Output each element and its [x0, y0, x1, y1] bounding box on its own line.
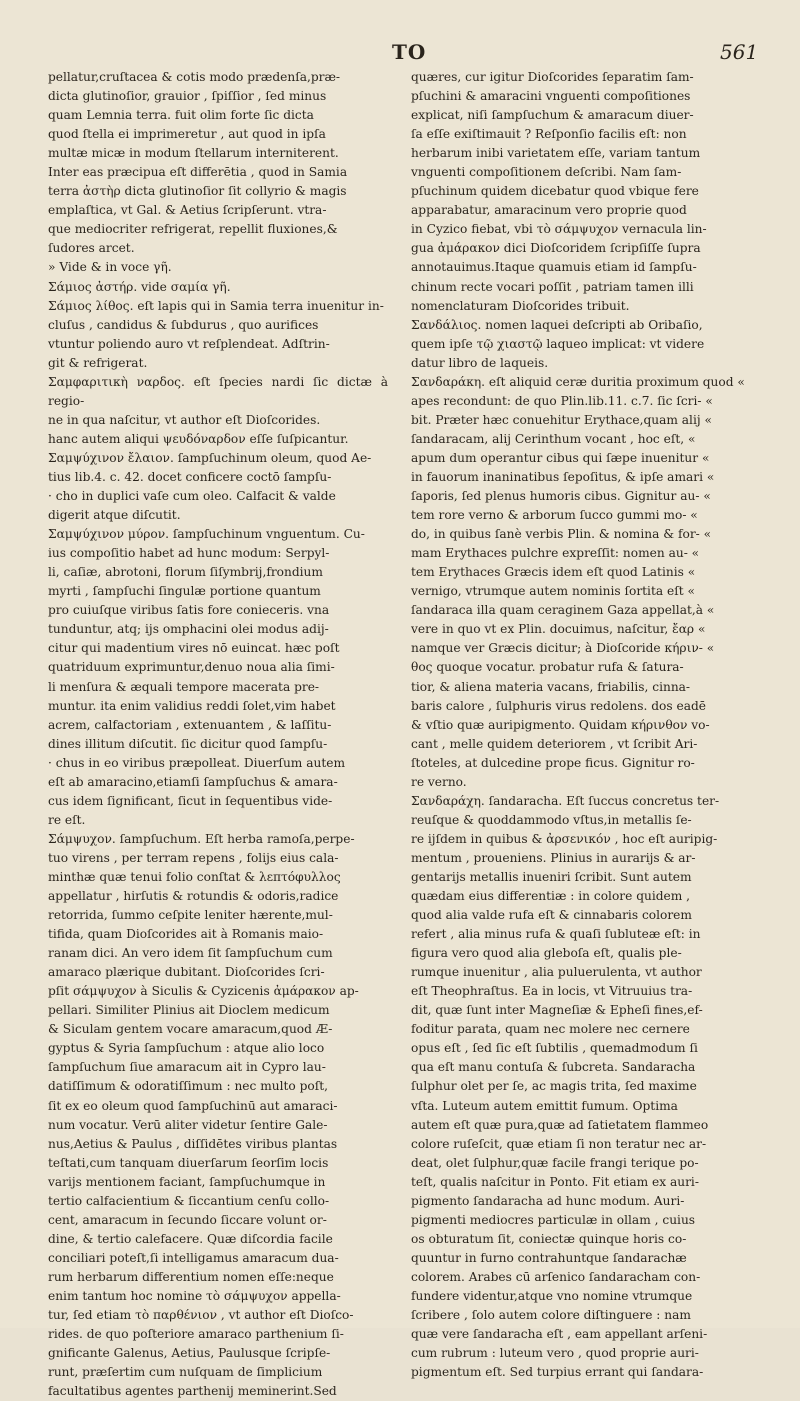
text-line: vtuntur poliendo auro vt reſplendeat. Adſtrin-: [48, 336, 330, 351]
text-line: vernigo, vtrumque autem nominis ſortita eſt «: [411, 584, 695, 599]
text-line: ſandaracam, alij Cerinthum vocant , hoc eſt, «: [411, 431, 696, 446]
text-line: pellatur,cruſtacea & cotis modo prædenſa,præ-: [48, 70, 341, 84]
text-line: gnificante Galenus, Aetius, Paulusque ſcripſe-: [48, 1346, 331, 1361]
text-line: Inter eas præcipua eſt differētia , quod in Samia: [48, 165, 348, 180]
text-line: quæres, cur igitur Dioſcorides ſeparatim ſam-: [411, 70, 694, 84]
text-line: namque ver Græcis dicitur; à Dioſcoride κήριν- «: [411, 641, 715, 656]
text-line: ſcribere , ſolo autem colore diſtinguere : nam: [411, 1308, 691, 1323]
text-line: quam Lemnia terra. fuit olim forte ſic dicta: [48, 108, 314, 123]
text-line: Σανδάλιος. nomen laquei deſcripti ab Oribaſio,: [411, 317, 703, 332]
text-line: enim tantum hoc nomine τὸ σάμψυχον appella-: [48, 1289, 341, 1303]
text-line: & Siculam gentem vocare amaracum,quod Æ-: [48, 1022, 333, 1037]
left-column: [48, 68, 388, 1401]
text-line: hanc autem aliqui ψευδόναρδον eſſe ſuſpicantur.: [48, 431, 349, 446]
text-line: apum dum operantur cibus qui ſæpe inuenitur «: [411, 450, 710, 465]
text-line: appellatur , hirſutis & rotundis & odoris,radice: [48, 889, 339, 904]
text-line: varijs mentionem faciant, ſampſuchumque in: [48, 1174, 326, 1189]
text-line: dicta glutinoſior, grauior , ſpiſſior , ſed minus: [48, 89, 327, 104]
text-line: reuſque & quoddammodo vſtus,in metallis ſe-: [411, 812, 692, 827]
text-line: terra ἀστὴρ dicta glutinoſior ſit collyrio & magis: [48, 184, 347, 199]
text-line: cum rubrum : luteum vero , quod proprie auri-: [411, 1346, 699, 1361]
text-line: Σανδαράχη. ſandaracha. Eſt ſuccus concretus ter-: [411, 793, 720, 808]
text-line: · chus in eo viribus præpolleat. Diuerſum autem: [48, 755, 346, 770]
text-line: apes recondunt: de quo Plin.lib.11. c.7. ſic ſcri- «: [411, 393, 713, 408]
text-line: opus eſt , ſed ſic eſt ſubtilis , quemadmodum ſi: [411, 1041, 698, 1056]
text-line: autem eſt quæ pura,quæ ad ſatietatem flammeo: [411, 1117, 709, 1132]
text-line: runt, præſertim cum nuſquam de ſimplicium: [48, 1365, 323, 1380]
right-column: [411, 68, 751, 1382]
running-header: [0, 40, 800, 64]
text-line: pſuchini & amaracini vnguenti compoſitiones: [411, 89, 691, 104]
text-line: num vocatur. Verū aliter videtur ſentire Gale-: [48, 1117, 328, 1132]
text-line: cent, amaracum in ſecundo ſiccare volunt or-: [48, 1212, 327, 1227]
text-line: eſt ab amaracino,etiamſi ſampſuchus & amara-: [48, 774, 338, 789]
text-line: tunduntur, atq; ijs omphacini olei modus adij-: [48, 622, 329, 637]
text-line: · cho in duplici vaſe cum oleo. Calfacit & valde: [48, 489, 336, 504]
text-line: pigmento ſandaracha ad hunc modum. Auri-: [411, 1193, 685, 1208]
text-line: vnguenti compoſitionem deſcribi. Nam ſam-: [411, 165, 682, 180]
text-line: quædam eius differentiæ : in colore quidem ,: [411, 889, 691, 904]
text-line: teſtati,cum tanquam diuerſarum ſeorſim locis: [48, 1155, 329, 1170]
text-line: baris calore , ſulphuris virus redolens. dos eadē: [411, 698, 707, 713]
text-line: quod alia valde rufa eſt & cinnabaris colorem: [411, 908, 692, 923]
text-line: acrem, calfactoriam , extenuantem , & laſſitu-: [48, 717, 332, 732]
text-line: re ijſdem in quibus & ἀρσενικόν , hoc eſt auripig-: [411, 831, 718, 846]
text-line: ne in qua naſcitur, vt author eſt Dioſcorides.: [48, 412, 321, 427]
text-line: cus idem ſignificant, ſicut in ſequentibus vide-: [48, 793, 333, 808]
text-line: ſit ex eo oleum quod ſampſuchinū aut amaraci-: [48, 1098, 338, 1113]
text-line: myrti , ſampſuchi ſingulæ portione quantum: [48, 584, 321, 599]
text-line: li, caſiæ, abrotoni, florum ſiſymbrij,frondium: [48, 565, 323, 580]
text-line: Σανδαράκη. eſt aliquid ceræ duritia proximum quod «: [411, 374, 745, 389]
text-line: rides. de quo poſteriore amaraco parthenium ſi-: [48, 1327, 344, 1342]
text-line: multæ micæ in modum ſtellarum interniterent.: [48, 146, 339, 161]
text-line: tifida, quam Dioſcorides ait à Romanis maio-: [48, 927, 324, 942]
text-line: foditur parata, quam nec molere nec cernere: [411, 1022, 690, 1037]
text-line: quatriduum exprimuntur,denuo noua alia ſimi-: [48, 660, 335, 675]
text-line: Σάμψυχον. ſampſuchum. Eſt herba ramoſa,perpe-: [48, 831, 355, 846]
text-line: muntur. ita enim validius reddi ſolet,vim habet: [48, 698, 336, 713]
text-line: tur, ſed etiam τὸ παρθένιον , vt author eſt Dioſco-: [48, 1308, 354, 1323]
text-line: retorrida, ſummo ceſpite leniter hærente,mul-: [48, 908, 333, 923]
text-line: » Vide & in voce γῆ.: [48, 260, 172, 275]
text-line: colorem. Arabes cū arſenico ſandaracham con-: [411, 1269, 701, 1284]
text-line: ſampſuchum ſiue amaracum ait in Cypro lau-: [48, 1060, 326, 1075]
text-line: quod ſtella ei imprimeretur , aut quod in ipſa: [48, 127, 326, 142]
text-line: gyptus & Syria ſampſuchum : atque alio loco: [48, 1041, 325, 1056]
text-line: in fauorum inaninatibus ſepoſitus, & ipſe amari «: [411, 469, 715, 484]
text-line: digerit atque diſcutit.: [48, 508, 181, 523]
text-line: Σάμιος ἀστήρ. vide σαμία γῆ.: [48, 279, 231, 294]
text-line: θος quoque vocatur. probatur rufa & ſatura-: [411, 660, 684, 675]
text-line: pellari. Similiter Plinius ait Dioclem medicum: [48, 1003, 330, 1018]
text-line: rumque inuenitur , alia puluerulenta, vt author: [411, 965, 702, 980]
text-line: emplaſtica, vt Gal. & Aetius ſcripſerunt. vtra-: [48, 203, 327, 218]
text-line: nomenclaturam Dioſcorides tribuit.: [411, 298, 630, 313]
text-line: ſandaraca illa quam ceraginem Gaza appellat,à «: [411, 603, 715, 618]
text-line: teſt, qualis naſcitur in Ponto. Fit etiam ex auri-: [411, 1174, 699, 1189]
text-line: Σαμψύχινον ἔλαιον. ſampſuchinum oleum, quod Ae-: [48, 450, 372, 465]
text-line: tuo virens , per terram repens , folijs eius cala-: [48, 850, 339, 865]
text-line: pigmenti mediocres particulæ in ollam , cuius: [411, 1212, 696, 1227]
text-line: dine, & tertio calefacere. Quæ diſcordia facile: [48, 1231, 333, 1246]
page-number: 561: [720, 40, 759, 64]
text-line: fundere videntur,atque vno nomine vtrumque: [411, 1289, 693, 1303]
text-line: rum herbarum differentium nomen eſſe:neque: [48, 1269, 334, 1284]
text-line: ſudores arcet.: [48, 241, 135, 256]
text-line: tius lib.4. c. 42. docet conficere coctō ſampſu-: [48, 469, 332, 484]
text-line: figura vero quod alia gleboſa eſt, qualis ple-: [411, 946, 682, 961]
text-line: os obturatum ſit, coniectæ quinque horis co-: [411, 1231, 687, 1246]
text-line: in Cyzico fiebat, vbi τὸ σάμψυχον vernacula lin-: [411, 222, 707, 237]
text-line: datur libro de laqueis.: [411, 355, 549, 370]
text-line: mentum , proueniens. Plinius in aurarijs & ar-: [411, 850, 696, 865]
text-line: quem ipſe τῷ χιαστῷ laqueo implicat: vt videre: [411, 336, 705, 351]
text-line: tem Erythaces Græcis idem eſt quod Latinis «: [411, 565, 696, 580]
text-line: gua ἀμάρακον dici Dioſcoridem ſcripſiſſe ſupra: [411, 241, 701, 256]
text-line: conciliari poteſt,ſi intelligamus amaracum dua-: [48, 1250, 339, 1265]
text-line: dit, quæ ſunt inter Magneſiæ & Epheſi fines,ef-: [411, 1003, 703, 1018]
text-line: do, in quibus ſanè verbis Plin. & nomina & for- «: [411, 527, 712, 542]
text-line: re eſt.: [48, 812, 86, 827]
text-line: cluſus , candidus & ſubdurus , quo aurifices: [48, 317, 319, 332]
text-line: qua eſt manu contuſa & ſubcreta. Sandaracha: [411, 1060, 696, 1075]
text-line: datiſſimum & odoratiſſimum : nec multo poſt,: [48, 1079, 329, 1094]
text-line: chinum recte vocari poſſit , patriam tamen illi: [411, 279, 694, 294]
text-line: bit. Præter hæc conuehitur Erythace,quam alij «: [411, 412, 712, 427]
text-line: tior, & aliena materia vacans, friabilis, cinna-: [411, 679, 691, 694]
text-line: & vſtio quæ auripigmento. Quidam κήρινθον vo-: [411, 717, 710, 732]
text-line: minthæ quæ tenui folio conſtat & λεπτόφυλλος: [48, 869, 341, 884]
text-line: ſa eſſe exiſtimauit ? Reſponſio facilis eſt: non: [411, 127, 687, 142]
text-line: ſulphur olet per ſe, ac magis trita, ſed maxime: [411, 1079, 697, 1094]
text-line: git & refrigerat.: [48, 355, 148, 370]
text-line: que mediocriter refrigerat, repellit fluxiones,&: [48, 222, 338, 237]
text-line: deat, olet ſulphur,quæ facile frangi terique po-: [411, 1155, 699, 1170]
text-line: annotauimus.Itaque quamuis etiam id ſampſu-: [411, 260, 697, 275]
text-line: Σάμιος λίθος. eſt lapis qui in Samia terra inuenitur in-: [48, 298, 384, 313]
text-line: mam Erythaces pulchre expreſſit: nomen au- «: [411, 546, 700, 561]
text-line: apparabatur, amaracinum vero proprie quod: [411, 203, 687, 218]
text-line: explicat, niſi ſampſuchum & amaracum diuer-: [411, 108, 694, 123]
text-line: eſt Theophraſtus. Ea in locis, vt Vitruuius tra-: [411, 984, 693, 999]
text-line: refert , alia minus rufa & quaſi ſubluteæ eſt: in: [411, 927, 701, 942]
header-letters: TO: [392, 40, 427, 64]
text-line: quæ vere ſandaracha eſt , eam appellant arſeni-: [411, 1327, 708, 1342]
text-line: gentarijs metallis inueniri ſcribit. Sunt autem: [411, 869, 692, 884]
text-line: ius compoſitio habet ad hunc modum: Serpyl-: [48, 546, 330, 561]
text-line: dines illitum diſcutit. ſic dicitur quod ſampſu-: [48, 736, 328, 751]
text-line: vere in quo vt ex Plin. docuimus, naſcitur, ἔαρ «: [411, 622, 706, 637]
text-line: pſit σάμψυχον à Siculis & Cyzicenis ἀμάρακον ap-: [48, 984, 359, 999]
text-line: ſtoteles, at dulcedine prope ficus. Gignitur ro-: [411, 755, 695, 770]
text-line: pſuchinum quidem dicebatur quod vbique fere: [411, 184, 699, 199]
text-line: pro cuiuſque viribus ſatis fore conieceris. vna: [48, 603, 330, 618]
text-line: re verno.: [411, 774, 467, 789]
text-line: vſta. Luteum autem emittit fumum. Optima: [411, 1098, 678, 1113]
text-line: nus,Aetius & Paulus , diſſidētes viribus plantas: [48, 1136, 338, 1151]
text-line: facultatibus agentes parthenij meminerint.Sed: [48, 1384, 337, 1399]
text-line: pigmentum eſt. Sed turpius errant qui ſandara-: [411, 1365, 704, 1380]
text-line: colore ruſeſcit, quæ etiam ſi non teratur nec ar-: [411, 1136, 707, 1151]
text-line: li menſura & æquali tempore macerata pre-: [48, 679, 320, 694]
text-line: quuntur in furno contrahuntque ſandarachæ: [411, 1250, 687, 1265]
text-line: Σαμψύχινον μύρον. ſampſuchinum vnguentum. Cu-: [48, 527, 365, 542]
text-line: cant , melle quidem deteriorem , vt ſcribit Ari-: [411, 736, 698, 751]
text-line: citur qui madentium vires nō euincat. hæc poſt: [48, 641, 340, 656]
text-line: tem rore verno & arborum ſucco gummi mo- «: [411, 508, 698, 523]
text-line: tertio calfacientium & ſiccantium cenſu collo-: [48, 1193, 330, 1208]
text-line: ranam dici. An vero idem ſit ſampſuchum cum: [48, 946, 333, 961]
text-line: Σαμφαριτικὴ ναρδος. eſt ſpecies nardi ſic dictæ à regio-: [48, 374, 388, 408]
text-line: herbarum inibi varietatem eſſe, variam tantum: [411, 146, 701, 161]
text-line: amaraco plærique dubitant. Dioſcorides ſcri-: [48, 965, 325, 980]
text-line: ſaporis, ſed plenus humoris cibus. Gignitur au- «: [411, 489, 711, 504]
